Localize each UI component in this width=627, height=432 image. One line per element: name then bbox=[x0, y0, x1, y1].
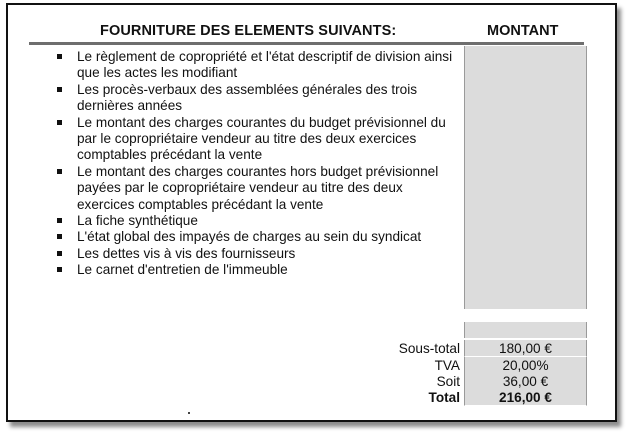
total-value: 216,00 € bbox=[464, 389, 587, 406]
list-item bbox=[56, 82, 461, 115]
scan-speck bbox=[188, 412, 190, 414]
vat-row bbox=[330, 357, 585, 374]
list-item-text: La fiche synthétique bbox=[77, 213, 198, 229]
vat-amount-row bbox=[330, 373, 585, 390]
header-divider bbox=[29, 42, 584, 45]
list-item-text: Le montant des charges courantes hors budget prévisionnel payées par le copropriétaire vendeur au titre des deux exercices comptables précédant la vente bbox=[77, 163, 439, 212]
bullet-icon bbox=[57, 267, 62, 272]
list-item bbox=[56, 164, 461, 213]
list-item-text: Le carnet d'entretien de l'immeuble bbox=[77, 262, 288, 278]
subtotal-row bbox=[330, 340, 585, 357]
bullet-icon bbox=[57, 54, 62, 59]
bullet-icon bbox=[57, 234, 62, 239]
bullet-icon bbox=[57, 120, 62, 125]
list-item-text: Les procès-verbaux des assemblées générales des trois dernières années bbox=[77, 81, 418, 114]
bullet-icon bbox=[57, 87, 62, 92]
bullet-icon bbox=[57, 169, 62, 174]
total-label: Total bbox=[428, 390, 460, 405]
vat-label: TVA bbox=[434, 358, 460, 373]
subtotal-label: Sous-total bbox=[398, 341, 460, 356]
list-item-text: L'état global des impayés de charges au sein du syndicat bbox=[77, 229, 422, 245]
list-item bbox=[56, 49, 461, 82]
list-item bbox=[56, 262, 461, 278]
list-item-text: Le montant des charges courantes du budget prévisionnel du par le copropriétaire vendeur au titre des deux exercices comptables précédant la vente bbox=[77, 114, 446, 163]
amount-column-shading bbox=[464, 46, 587, 309]
amount-column-shading-lower bbox=[464, 322, 587, 338]
list-item bbox=[56, 229, 461, 245]
total-row bbox=[330, 389, 585, 406]
list-item bbox=[56, 115, 461, 164]
list-item-text: Les dettes vis à vis des fournisseurs bbox=[77, 245, 296, 261]
items-list bbox=[56, 49, 461, 279]
amount-column-title: MONTANT bbox=[487, 23, 559, 39]
header-title: FOURNITURE DES ELEMENTS SUIVANTS: bbox=[100, 23, 397, 39]
bullet-icon bbox=[57, 218, 62, 223]
list-item bbox=[56, 246, 461, 262]
subtotal-value: 180,00 € bbox=[464, 340, 587, 357]
list-item bbox=[56, 213, 461, 229]
vat-amount-value: 36,00 € bbox=[464, 373, 587, 390]
list-item-text: Le règlement de copropriété et l'état descriptif de division ainsi que les actes les modifiant bbox=[77, 49, 453, 81]
vat-amount-label: Soit bbox=[436, 374, 460, 389]
vat-value: 20,00% bbox=[464, 357, 587, 374]
bullet-icon bbox=[57, 251, 62, 256]
